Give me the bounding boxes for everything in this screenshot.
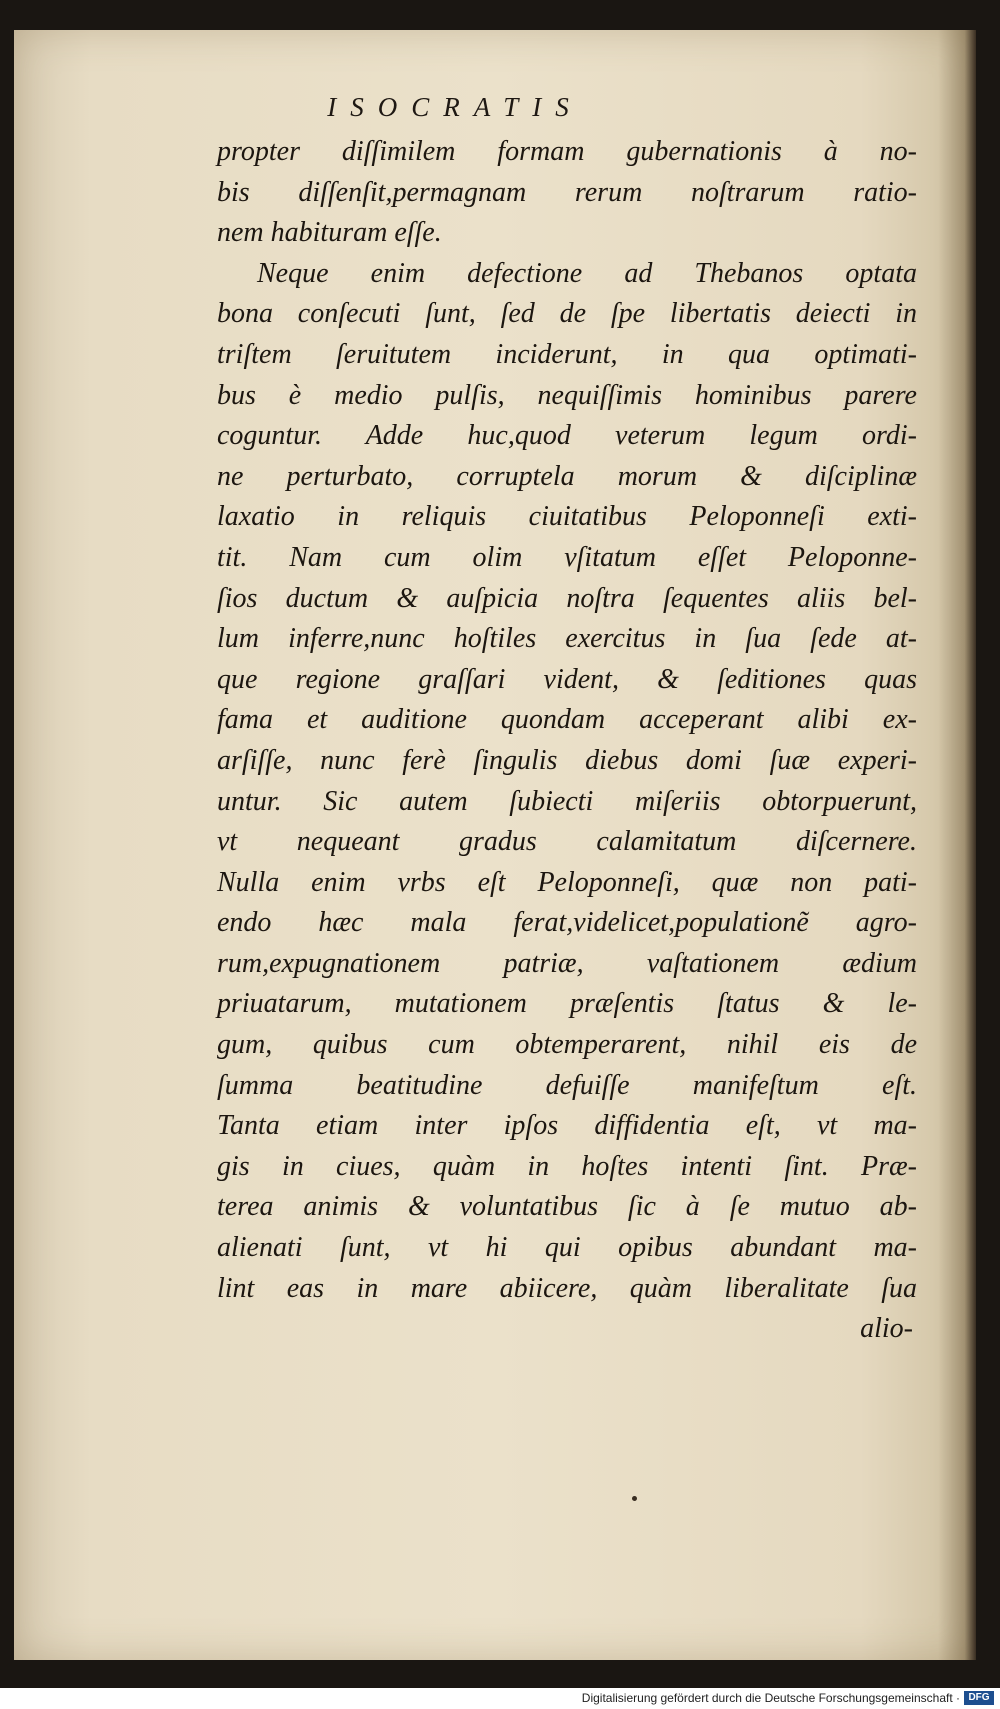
text-line: que regione graſſari vident, & ſeditiones quas	[217, 663, 917, 695]
text-line: propter diſſimilem formam gubernationis à no-	[217, 136, 917, 167]
text-line: terea animis & voluntatibus ſic à ſe mutuo ab-	[217, 1191, 917, 1223]
text-line: vt nequeant gradus calamitatum diſcernere.	[217, 826, 917, 858]
text-line: priuatarum, mutationem præſentis ſtatus & le-	[217, 988, 917, 1020]
dfg-logo-icon[interactable]: DFG	[964, 1691, 994, 1705]
text-line: ne perturbato, corruptela morum & diſciplinæ	[217, 460, 917, 492]
text-line: fama et auditione quondam acceperant alibi ex-	[217, 704, 917, 736]
text-line: arſiſſe, nunc ferè ſingulis diebus domi ſuæ experi-	[217, 744, 917, 776]
text-line: Neque enim defectione ad Thebanos optata	[257, 257, 917, 289]
text-line: untur. Sic autem ſubiecti miſeriis obtorpuerunt,	[217, 785, 917, 817]
text-line: Nulla enim vrbs eſt Peloponneſi, quæ non pati-	[217, 866, 917, 898]
text-line: coguntur. Adde huc,quod veterum legum ordi-	[217, 420, 917, 452]
text-line: lum inferre,nunc hoſtiles exercitus in ſua ſede at-	[217, 623, 917, 655]
funding-credit: Digitalisierung gefördert durch die Deutsche Forschungsgemeinschaft ·	[581, 1691, 960, 1705]
text-line: bis diſſenſit,permagnam rerum noſtrarum ratio-	[217, 176, 917, 208]
text-line: nem habituram eſſe.	[217, 217, 442, 249]
body-text	[217, 132, 917, 1350]
text-line: endo hæc mala ferat,videlicet,populationẽ agro-	[217, 907, 917, 939]
text-line: lint eas in mare abiicere, quàm liberalitate ſua	[217, 1272, 917, 1304]
digitization-footer	[0, 1688, 1000, 1709]
text-line: ſumma beatitudine defuiſſe manifeſtum eſt.	[217, 1069, 917, 1101]
text-line: ſios ductum & auſpicia noſtra ſequentes aliis bel-	[217, 582, 917, 614]
text-line: bus è medio pulſis, nequiſſimis hominibus parere	[217, 379, 917, 411]
text-line: triſtem ſeruitutem inciderunt, in qua optimati-	[217, 338, 917, 370]
catchword: alio-	[860, 1313, 913, 1345]
text-line: tit. Nam cum olim vſitatum eſſet Peloponne-	[217, 541, 917, 573]
ink-speck	[632, 1496, 637, 1501]
text-line: Tanta etiam inter ipſos diffidentia eſt, vt ma-	[217, 1110, 917, 1142]
page-gutter-shadow	[938, 30, 976, 1660]
running-head: ISOCRATIS	[327, 92, 583, 122]
text-line: gis in ciues, quàm in hoſtes intenti ſint. Præ-	[217, 1150, 917, 1182]
text-line: gum, quibus cum obtemperarent, nihil eis de	[217, 1029, 917, 1061]
text-line: rum,expugnationem patriæ, vaſtationem ædium	[217, 947, 917, 979]
text-line: alienati ſunt, vt hi qui opibus abundant ma-	[217, 1232, 917, 1264]
book-page	[14, 30, 976, 1660]
text-line: laxatio in reliquis ciuitatibus Peloponneſi exti-	[217, 501, 917, 533]
text-line: bona conſecuti ſunt, ſed de ſpe libertatis deiecti in	[217, 298, 917, 330]
